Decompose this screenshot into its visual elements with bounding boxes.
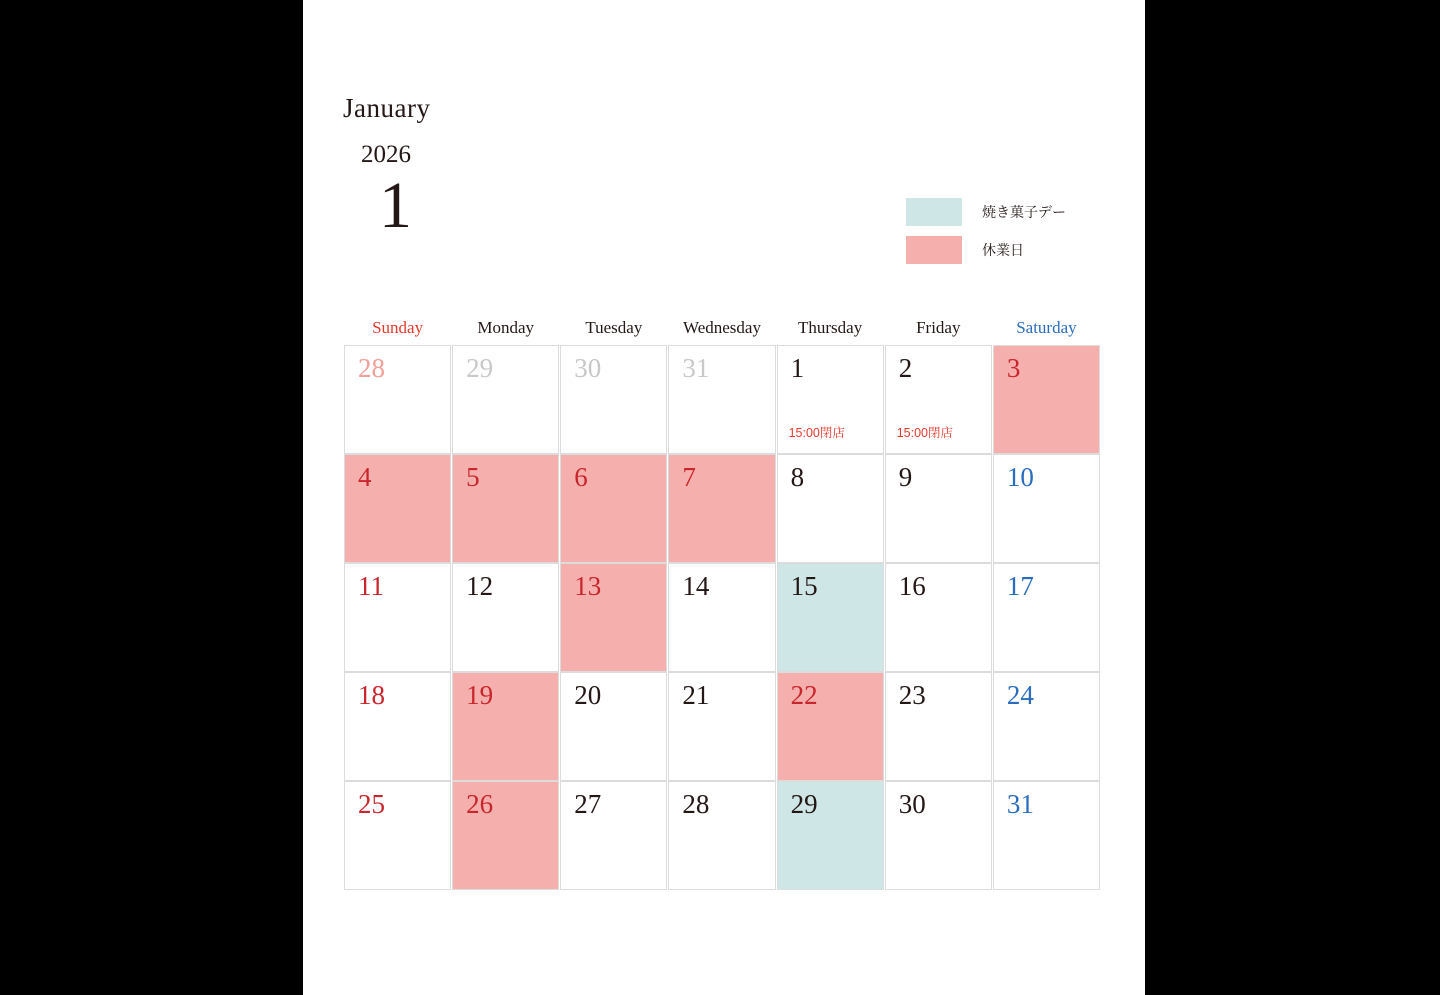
day-cell xyxy=(777,454,884,563)
day-number: 11 xyxy=(358,571,384,601)
day-cell xyxy=(560,345,667,454)
day-cell xyxy=(885,563,992,672)
day-number: 22 xyxy=(790,680,818,710)
day-cell xyxy=(560,563,667,672)
legend-label-closed-day: 休業日 xyxy=(982,242,1024,258)
day-number: 31 xyxy=(682,353,710,383)
day-cell xyxy=(560,781,667,890)
day-number: 15 xyxy=(790,571,818,601)
day-cell xyxy=(777,781,884,890)
day-number: 1 xyxy=(790,353,805,383)
day-number: 28 xyxy=(358,353,385,383)
day-cell xyxy=(452,563,559,672)
year-label: 2026 xyxy=(361,141,411,168)
day-cell xyxy=(777,345,884,454)
day-number: 29 xyxy=(466,353,494,383)
day-number: 12 xyxy=(466,571,494,601)
day-cell xyxy=(452,781,559,890)
day-number: 5 xyxy=(466,462,480,492)
day-cell xyxy=(668,345,775,454)
day-cell xyxy=(993,672,1100,781)
legend-label-baked-goods-day: 焼き菓子デー xyxy=(982,204,1066,220)
legend xyxy=(906,198,1066,274)
day-number: 29 xyxy=(790,789,818,819)
day-cell xyxy=(344,781,451,890)
weekday-tuesday: Tuesday xyxy=(585,318,643,337)
day-cell xyxy=(452,345,559,454)
weekday-sunday: Sunday xyxy=(372,318,424,337)
calendar-page xyxy=(303,0,1145,995)
day-note: 15:00閉店 xyxy=(896,426,953,440)
day-cell xyxy=(344,345,451,454)
day-number: 13 xyxy=(574,571,602,601)
day-number: 9 xyxy=(898,462,913,492)
weekday-friday: Friday xyxy=(916,318,961,337)
weekday-header-row xyxy=(344,318,1100,345)
day-cells xyxy=(344,345,1100,890)
day-number: 16 xyxy=(898,571,926,601)
legend-swatch-baked-goods-day xyxy=(906,198,962,226)
day-number: 26 xyxy=(466,789,494,819)
day-number: 19 xyxy=(466,680,494,710)
day-number: 10 xyxy=(1006,462,1034,492)
day-cell xyxy=(668,672,775,781)
weekday-wednesday: Wednesday xyxy=(683,318,761,337)
day-number: 17 xyxy=(1006,571,1034,601)
month-number: 1 xyxy=(379,169,412,242)
calendar-grid xyxy=(344,318,1100,890)
day-cell xyxy=(344,672,451,781)
day-cell xyxy=(993,563,1100,672)
day-cell xyxy=(344,454,451,563)
day-number: 4 xyxy=(358,462,372,492)
day-number: 23 xyxy=(898,680,926,710)
legend-item-baked-goods-day xyxy=(906,198,1066,226)
day-cell xyxy=(993,345,1100,454)
day-number: 21 xyxy=(682,680,710,710)
day-number: 24 xyxy=(1006,680,1034,710)
day-cell xyxy=(344,563,451,672)
day-number: 31 xyxy=(1006,789,1034,819)
day-note: 15:00閉店 xyxy=(788,426,845,440)
day-number: 25 xyxy=(358,789,385,819)
day-cell xyxy=(885,672,992,781)
day-number: 7 xyxy=(682,462,696,492)
day-cell xyxy=(452,454,559,563)
day-number: 20 xyxy=(574,680,602,710)
day-number: 2 xyxy=(898,353,913,383)
day-cell xyxy=(777,672,884,781)
day-number: 14 xyxy=(682,571,710,601)
day-number: 30 xyxy=(898,789,926,819)
day-cell xyxy=(777,563,884,672)
weekday-saturday: Saturday xyxy=(1016,318,1077,337)
legend-item-closed-day xyxy=(906,236,1066,264)
weekday-thursday: Thursday xyxy=(798,318,863,337)
day-cell xyxy=(993,454,1100,563)
legend-swatch-closed-day xyxy=(906,236,962,264)
day-cell xyxy=(560,454,667,563)
day-cell xyxy=(668,781,775,890)
day-cell xyxy=(560,672,667,781)
day-number: 18 xyxy=(358,680,385,710)
day-cell xyxy=(885,345,992,454)
day-number: 3 xyxy=(1006,353,1021,383)
month-name: January xyxy=(343,93,431,123)
day-number: 8 xyxy=(790,462,805,492)
day-number: 6 xyxy=(574,462,588,492)
day-number: 27 xyxy=(574,789,602,819)
day-cell xyxy=(668,563,775,672)
day-cell xyxy=(668,454,775,563)
day-number: 30 xyxy=(574,353,602,383)
day-cell xyxy=(452,672,559,781)
calendar-header xyxy=(343,93,431,242)
weekday-monday: Monday xyxy=(477,318,535,337)
day-number: 28 xyxy=(682,789,710,819)
day-cell xyxy=(993,781,1100,890)
day-cell xyxy=(885,781,992,890)
day-cell xyxy=(885,454,992,563)
